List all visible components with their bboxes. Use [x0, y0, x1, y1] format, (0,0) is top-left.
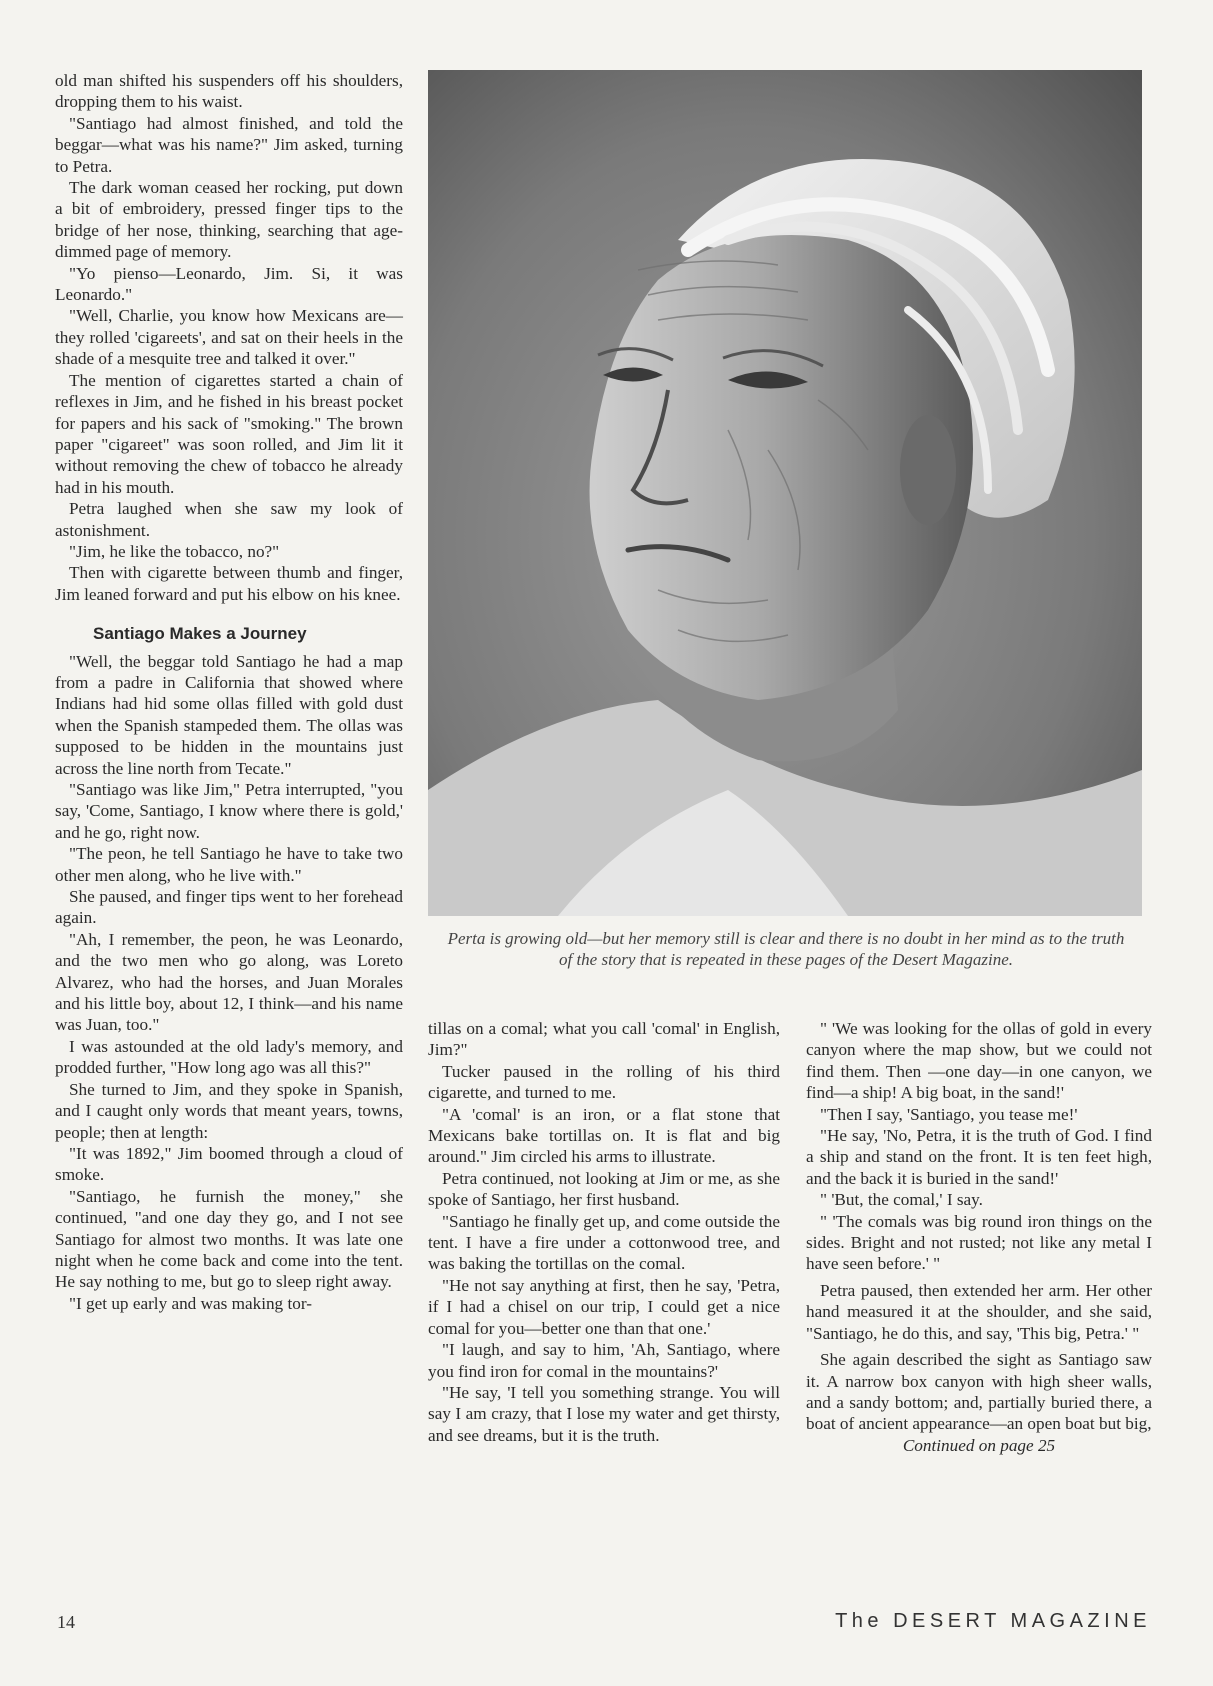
paragraph: "I laugh, and say to him, 'Ah, Santiago, where you find iron for comal in the mountains?': [428, 1340, 780, 1381]
paragraph: "Jim, he like the tobacco, no?": [69, 541, 280, 561]
paragraph: Petra laughed when she saw my look of astonishment.: [55, 499, 403, 540]
paragraph: She paused, and finger tips went to her forehead again.: [55, 887, 403, 928]
portrait-illustration: [428, 70, 1142, 916]
portrait-photo: [428, 70, 1142, 916]
paragraph: "Santiago he finally get up, and come outside the tent. I have a fire under a cottonwood tree, and was baking the tortillas on the comal.: [428, 1211, 780, 1274]
paragraph: " 'But, the comal,' I say.: [820, 1190, 983, 1210]
paragraph: Then with cigarette between thumb and finger, Jim leaned forward and put his elbow on his knee.: [55, 563, 403, 604]
paragraph: "Santiago, he furnish the money," she continued, "and one day they go, and I not see Santiago for almost two months. It was late one night when he come back and come into the tent. He say nothing to me, but go to sleep right away.: [55, 1186, 403, 1292]
page-number: 14: [57, 1612, 75, 1632]
photo-caption: Perta is growing old—but her memory still is clear and there is no doubt in her mind as to the truth of the story that is repeated in these pages of the Desert Magazine.: [447, 929, 1125, 969]
right-column: [806, 1018, 1152, 1456]
paragraph: old man shifted his suspenders off his shoulders, dropping them to his waist.: [55, 71, 403, 112]
paragraph: "I get up early and was making tor-: [69, 1293, 312, 1313]
paragraph: The mention of cigarettes started a chain of reflexes in Jim, and he fished in his breast pocket for papers and his sack of "smoking." The brown paper "cigareet" was soon rolled, and Jim lit it without removing the chew of tobacco he already had in his mouth.: [55, 370, 403, 497]
paragraph: " 'The comals was big round iron things on the sides. Bright and not rusted; not like any metal I have seen before.' ": [806, 1211, 1152, 1274]
magazine-name: The DESERT MAGAZINE: [835, 1610, 1151, 1632]
continued-notice: Continued on page 25: [902, 1435, 1056, 1455]
paragraph: "Santiago was like Jim," Petra interrupted, "you say, 'Come, Santiago, I know where there is gold,' and he go, right now.: [55, 780, 403, 842]
paragraph: tillas on a comal; what you call 'comal' in English, Jim?": [428, 1019, 780, 1060]
paragraph: "Well, the beggar told Santiago he had a map from a padre in California that showed where Indians had hid some ollas filled with gold dust when the Spanish stampeded them. The ollas was supposed to be hidden in the mountains just across the line north from Tecate.": [55, 651, 403, 778]
section-subheading: Santiago Makes a Journey: [93, 624, 307, 644]
paragraph: "Santiago had almost finished, and told the beggar—what was his name?" Jim asked, turning to Petra.: [55, 113, 403, 176]
paragraph: "Then I say, 'Santiago, you tease me!': [820, 1104, 1078, 1124]
paragraph: Petra continued, not looking at Jim or me, as she spoke of Santiago, her first husband.: [428, 1168, 780, 1210]
middle-column: [428, 1018, 780, 1446]
paragraph: "The peon, he tell Santiago he have to take two other men along, who he live with.": [55, 844, 403, 885]
paragraph: "He not say anything at first, then he say, 'Petra, if I had a chisel on our trip, I could get a nice comal for you—better one than that one.': [428, 1275, 780, 1338]
left-column: [55, 70, 403, 1314]
paragraph: "Ah, I remember, the peon, he was Leonardo, and the two men who go along, was Loreto Alvarez, who had the horses, and Juan Morales and his little boy, about 12, I think—and his name was Juan, too.": [55, 929, 403, 1035]
paragraph: Tucker paused in the rolling of his third cigarette, and turned to me.: [428, 1061, 780, 1103]
paragraph: I was astounded at the old lady's memory, and prodded further, "How long ago was all this?": [55, 1036, 403, 1078]
paragraph: She again described the sight as Santiago saw it. A narrow box canyon with high sheer walls, and a sandy bottom; and, partially buried there, a boat of ancient appearance—an open boat but big,: [806, 1350, 1152, 1434]
paragraph: The dark woman ceased her rocking, put down a bit of embroidery, pressed finger tips to the bridge of her nose, thinking, searching that age-dimmed page of memory.: [55, 178, 403, 262]
paragraph: She turned to Jim, and they spoke in Spanish, and I caught only words that meant years, towns, people; then at length:: [55, 1079, 403, 1142]
paragraph: " 'We was looking for the ollas of gold in every canyon where the map show, but we could not find them. Then —one day—in one canyon, we find—a ship! A big boat, in the sand!': [806, 1019, 1152, 1103]
paragraph: "He say, 'No, Petra, it is the truth of God. I find a ship and stand on the front. It is ten feet high, and the back it is buried in the sand!': [806, 1126, 1152, 1188]
paragraph: "It was 1892," Jim boomed through a cloud of smoke.: [55, 1143, 403, 1185]
paragraph: "Well, Charlie, you know how Mexicans are—they rolled 'cigareets', and sat on their heels in the shade of a mesquite tree and talked it over.": [55, 306, 403, 369]
paragraph: "Yo pienso—Leonardo, Jim. Si, it was Leonardo.": [55, 263, 403, 305]
paragraph: "A 'comal' is an iron, or a flat stone that Mexicans bake tortillas on. It is flat and big around." Jim circled his arms to illustrate.: [428, 1104, 780, 1167]
paragraph: "He say, 'I tell you something strange. You will say I am crazy, that I lose my water and get thirsty, and see dreams, but it is the truth.: [428, 1382, 780, 1445]
paragraph: Petra paused, then extended her arm. Her other hand measured it at the shoulder, and she said, "Santiago, he do this, and say, 'This big, Petra.' ": [806, 1280, 1152, 1343]
